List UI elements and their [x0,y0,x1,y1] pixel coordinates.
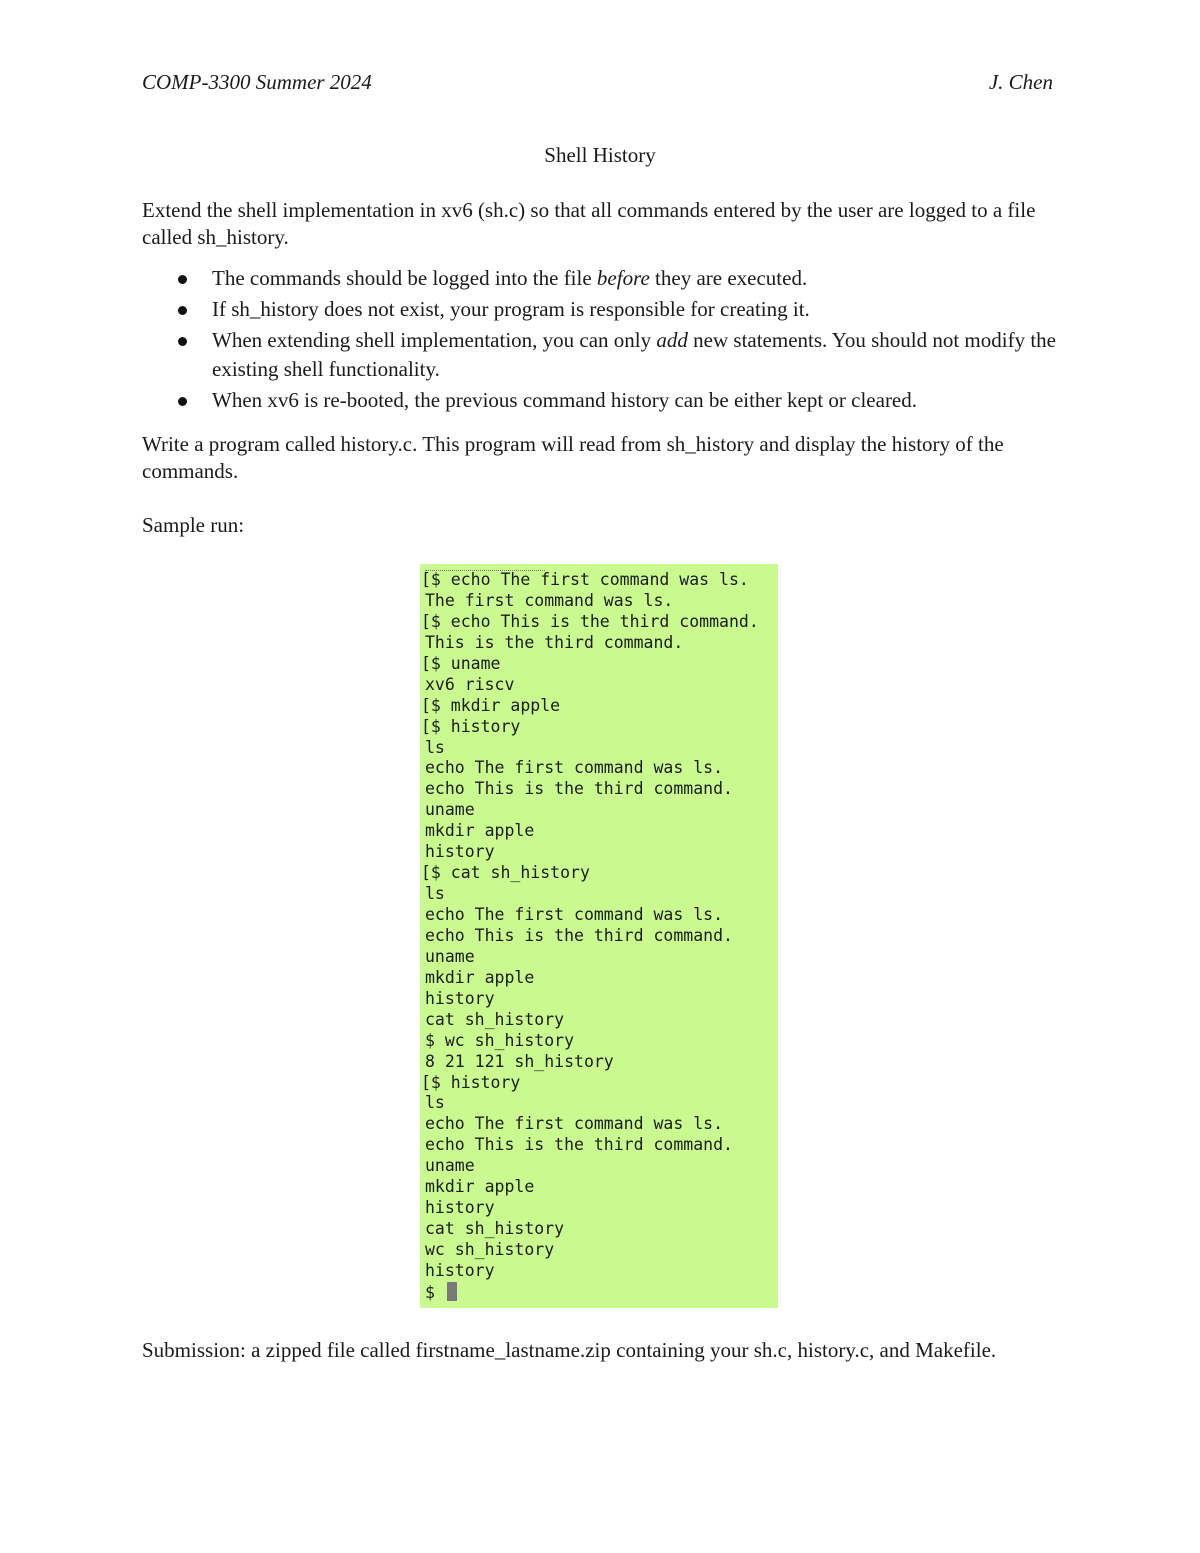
terminal-line: mkdir apple [425,967,535,987]
terminal-line: history [425,842,495,862]
cursor-icon [447,1282,457,1301]
terminal-line: history [425,1198,495,1218]
terminal-line: The first command was ls. [425,590,674,610]
intro-paragraph: Extend the shell implementation in xv6 (sh.c) so that all commands entered by the user are logged to a file called sh_history. [142,198,1036,249]
terminal-line: echo The first command was ls. [425,905,724,924]
page-title: Shell History [544,143,656,167]
list-item [142,264,1057,293]
terminal-line: ls [425,737,445,757]
bullet-text: The commands should be logged into the file [212,266,597,290]
terminal-line: echo This is the third command. [425,779,733,799]
terminal-line: echo This is the third command. [425,1135,733,1155]
list-item [142,326,1057,384]
header-author: J. Chen [988,70,1053,94]
bullet-text: new statements. You should not modify the existing shell functionality. [212,328,1056,381]
list-item [142,386,1057,415]
clipped-line [425,564,545,571]
terminal-line: [$ echo The first command was ls. [421,570,749,589]
terminal-line: history [425,1260,495,1280]
bullet-text: they are executed. [649,266,808,290]
terminal-line: [$ echo This is the third command. [421,611,759,631]
list-item [142,295,1057,324]
bullet-text: If sh_history does not exist, your program is responsible for creating it. [212,297,810,321]
terminal-line: $ wc sh_history [425,1030,575,1050]
terminal-line: uname [425,800,475,820]
terminal-line: [$ history [421,1072,521,1092]
terminal-line: uname [425,946,475,966]
terminal-line: [$ uname [421,653,501,673]
bullet-text: When extending shell implementation, you can only [212,328,657,352]
bullet-text: When xv6 is re-booted, the previous command history can be either kept or cleared. [212,388,918,412]
terminal-line: ls [425,1093,445,1113]
terminal-line: wc sh_history [425,1240,555,1259]
terminal-line: uname [425,1156,475,1176]
terminal-prompt-line [425,1282,778,1303]
terminal-line: echo The first command was ls. [425,1114,724,1134]
terminal-line: cat sh_history [425,1219,565,1239]
terminal-output [421,570,778,1282]
terminal-line: cat sh_history [425,1009,565,1029]
terminal-line: [$ history [421,716,521,736]
program-paragraph: Write a program called history.c. This program will read from sh_history and display the history of the commands. [142,432,1004,483]
terminal-line: [$ mkdir apple [421,695,561,715]
terminal-line: 8 21 121 sh_history [425,1051,614,1071]
terminal-line: ls [425,884,445,904]
terminal-line: mkdir apple [425,821,535,841]
bullet-emphasis: before [596,266,650,290]
sample-label: Sample run: [142,513,245,537]
terminal-line: xv6 riscv [425,674,515,694]
requirements-list [142,264,1057,417]
terminal-screenshot [420,564,778,1308]
terminal-line: [$ cat sh_history [421,863,590,883]
bullet-emphasis: add [656,328,688,352]
header-course: COMP-3300 Summer 2024 [142,70,372,94]
terminal-line: This is the third command. [425,632,684,652]
terminal-line: echo The first command was ls. [425,758,724,778]
final-prompt: $ [425,1282,445,1302]
terminal-line: history [425,988,495,1008]
submission-paragraph: Submission: a zipped file called firstname_lastname.zip containing your sh.c, history.c, and Makefile. [142,1338,997,1362]
terminal-line: echo This is the third command. [425,925,733,945]
terminal-line: mkdir apple [425,1177,535,1197]
